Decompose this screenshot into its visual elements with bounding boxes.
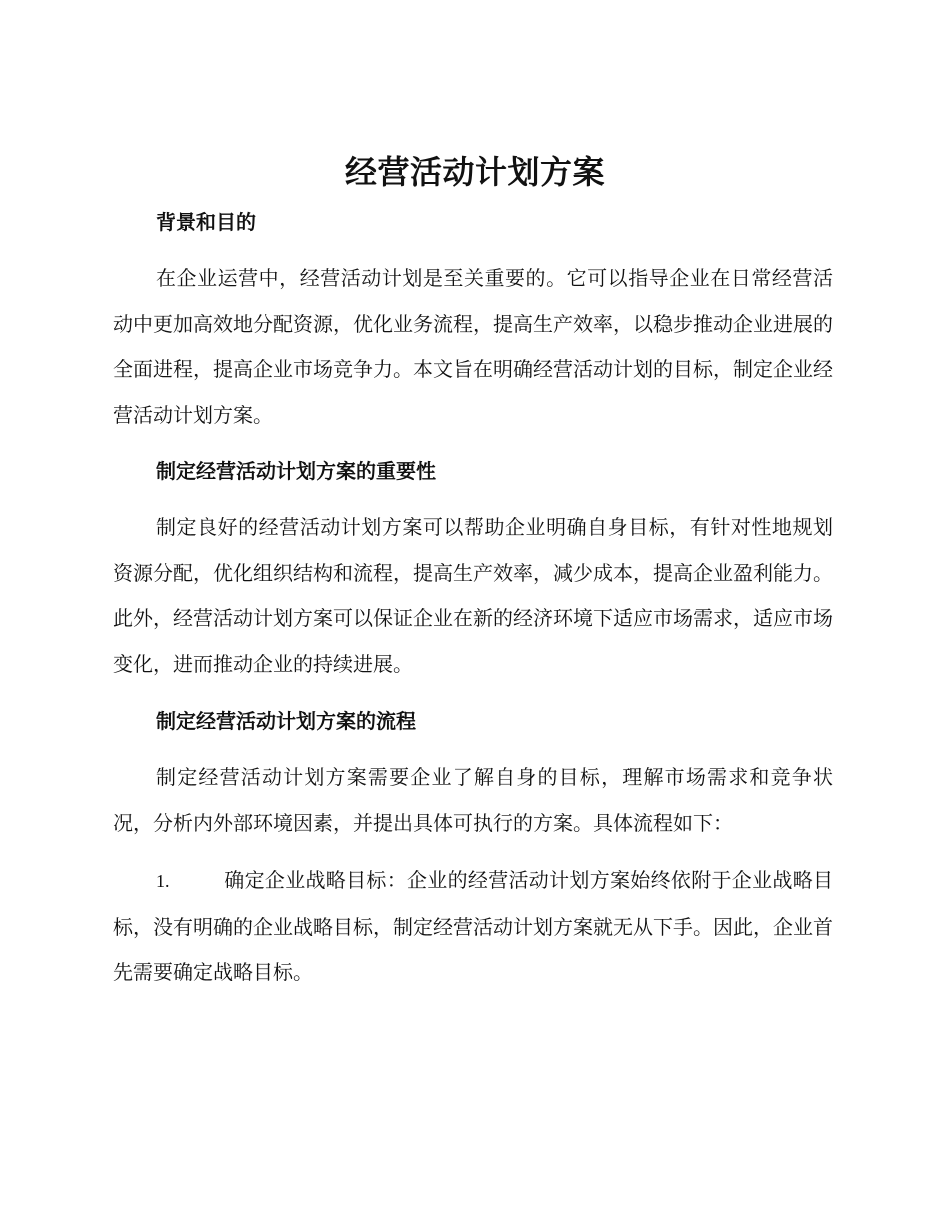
section-heading-importance: 制定经营活动计划方案的重要性 (156, 459, 436, 483)
list-item-number: 1. (156, 871, 170, 891)
section-paragraph-importance: 制定良好的经营活动计划方案可以帮助企业明确自身目标，有针对性地规划资源分配，优化组织结构和流程，提高生产效率，减少成本，提高企业盈利能力。此外，经营活动计划方案可以保证企业在新的经济环境下适应市场需求，适应市场变化，进而推动企业的持续进展。 (113, 515, 833, 677)
section-heading-background: 背景和目的 (156, 210, 256, 234)
section-paragraph-background: 在企业运营中，经营活动计划是至关重要的。它可以指导企业在日常经营活动中更加高效地分配资源，优化业务流程，提高生产效率，以稳步推动企业进展的全面进程，提高企业市场竞争力。本文旨在明确经营活动计划的目标，制定企业经营活动计划方案。 (113, 266, 833, 428)
list-item (113, 858, 833, 996)
section-paragraph-process: 制定经营活动计划方案需要企业了解自身的目标，理解市场需求和竞争状况，分析内外部环境因素，并提出具体可执行的方案。具体流程如下： (113, 765, 833, 835)
document-title: 经营活动计划方案 (344, 153, 605, 191)
list-item-text: 确定企业战略目标：企业的经营活动计划方案始终依附于企业战略目标，没有明确的企业战略目标，制定经营活动计划方案就无从下手。因此，企业首先需要确定战略目标。 (113, 868, 833, 985)
section-heading-process: 制定经营活动计划方案的流程 (156, 709, 416, 733)
